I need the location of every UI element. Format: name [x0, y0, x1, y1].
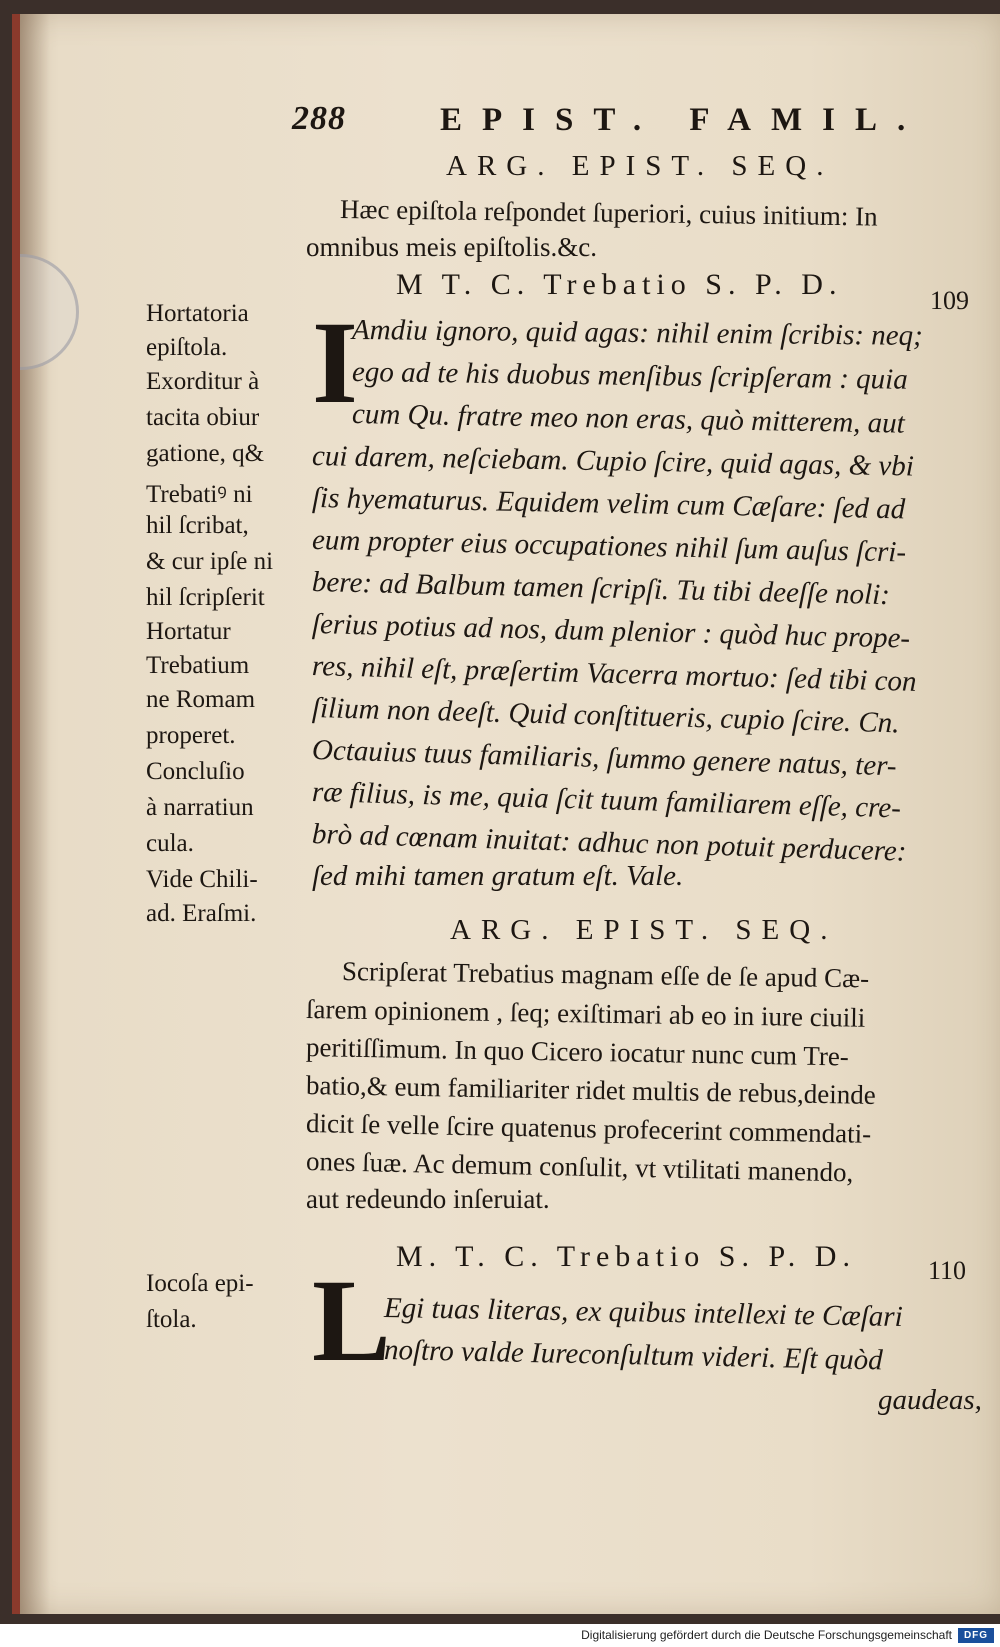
marginal-note: ne Romam — [146, 686, 256, 713]
argument-line: aut redeundo inſeruiat. — [306, 1184, 550, 1214]
argument-heading: ARG. EPIST. SEQ. — [450, 914, 838, 946]
marginal-note: Concluſio — [146, 758, 245, 785]
footer-credit: Digitalisierung gefördert durch die Deutsche Forschungsgemeinschaft — [581, 1628, 952, 1642]
marginal-note: Trebatium — [146, 652, 250, 679]
marginal-note: hil ſcribat, — [146, 512, 249, 539]
letter-number: 110 — [928, 1256, 967, 1285]
letter-line: Egi tuas literas, ex quibus intellexi te Cæſari — [383, 1292, 903, 1334]
letter-line: ſilium non deeſt. Quid conſtitueris, cupio ſcire. Cn. — [311, 692, 900, 740]
letter-line: res, nihil eſt, præſertim Vacerra mortuo: ſed tibi con — [311, 650, 917, 698]
argument-line: omnibus meis epiſtolis.&c. — [306, 232, 597, 262]
letter-line: ego ad te his duobus menſibus ſcripſeram : quia — [351, 356, 908, 396]
marginal-note: properet. — [146, 722, 236, 749]
marginal-note: ſtola. — [146, 1306, 197, 1333]
drop-cap: I — [312, 297, 358, 428]
letter-salutation: M. T. C. Trebatio S. P. D. — [396, 1240, 856, 1273]
marginal-note: ad. Eraſmi. — [146, 900, 257, 927]
marginal-note: Exorditur à — [146, 368, 260, 395]
argument-line: batio,& eum familiariter ridet multis de rebus,deinde — [305, 1070, 877, 1110]
marginal-note: & cur ipſe ni — [146, 548, 274, 575]
letter-line: bere: ad Balbum tamen ſcripſi. Tu tibi deeſſe noli: — [311, 566, 891, 612]
argument-line: ſarem opinionem , ſeq; exiſtimari ab eo in iure ciuili — [305, 994, 866, 1033]
letter-salutation: M T. C. Trebatio S. P. D. — [396, 268, 843, 301]
argument-line: ones ſuæ. Ac demum conſulit, vt vtilitati manendo, — [305, 1146, 854, 1188]
marginal-note: hil ſcripſerit — [146, 584, 265, 611]
marginal-note: Trebatiꝰ ni — [146, 481, 253, 508]
letter-line: ſis hyematurus. Equidem velim cum Cæſare: ſed ad — [311, 482, 906, 526]
letter-line: Amdiu ignoro, quid agas: nihil enim ſcribis: neq; — [351, 314, 923, 352]
argument-line: Scripſerat Trebatius magnam eſſe de ſe apud Cæ- — [341, 956, 870, 994]
marginal-note: tacita obiur — [146, 404, 260, 431]
letter-line: Octauius tuus familiaris, ſummo genere natus, ter- — [311, 734, 897, 783]
marginal-note: à narratiun — [146, 794, 254, 821]
argument-line: Hæc epiſtola reſpondet ſuperiori, cuius initium: In — [339, 194, 878, 232]
dfg-logo: DFG — [958, 1628, 994, 1643]
letter-number: 109 — [930, 286, 969, 315]
letter-line: eum propter eius occupationes nihil ſum auſus ſcri- — [311, 524, 907, 569]
marginal-note: cula. — [146, 830, 194, 857]
page-number: 288 — [292, 100, 346, 137]
argument-heading: ARG. EPIST. SEQ. — [446, 150, 834, 182]
argument-line: peritiſſimum. In quo Cicero iocatur nunc cum Tre- — [305, 1032, 850, 1072]
marginal-note: Iocoſa epi- — [146, 1270, 254, 1297]
argument-line: dicit ſe velle ſcire quatenus profecerint commendati- — [305, 1108, 872, 1149]
letter-line: brò ad cœnam inuitat: adhuc non potuit perducere: — [311, 818, 907, 868]
letter-line: cui darem, neſciebam. Cupio ſcire, quid agas, & vbi — [311, 440, 915, 483]
catchword: gaudeas, — [878, 1384, 982, 1416]
digitization-footer — [0, 1624, 1000, 1647]
marginal-note: Hortatoria — [146, 300, 249, 327]
letter-line: ræ filius, is me, quia ſcit tuum familiarem eſſe, cre- — [311, 776, 902, 825]
letter-line: noſtro valde Iureconſultum videri. Eſt quòd — [383, 1334, 884, 1377]
marginal-note: Hortatur — [146, 618, 231, 645]
marginal-note: epiſtola. — [146, 334, 228, 361]
marginal-note: gatione, q& — [146, 440, 265, 467]
running-title: EPIST. FAMIL. — [440, 102, 926, 138]
page-clip — [20, 254, 79, 370]
letter-line: cum Qu. fratre meo non eras, quò mitterem, aut — [351, 398, 906, 440]
letter-line: ſed mihi tamen gratum eſt. Vale. — [312, 860, 684, 892]
drop-cap: L — [312, 1255, 391, 1386]
letter-line: ſerius potius ad nos, dum plenior : quòd huc prope- — [311, 608, 911, 655]
marginal-note: Vide Chili- — [146, 866, 258, 893]
